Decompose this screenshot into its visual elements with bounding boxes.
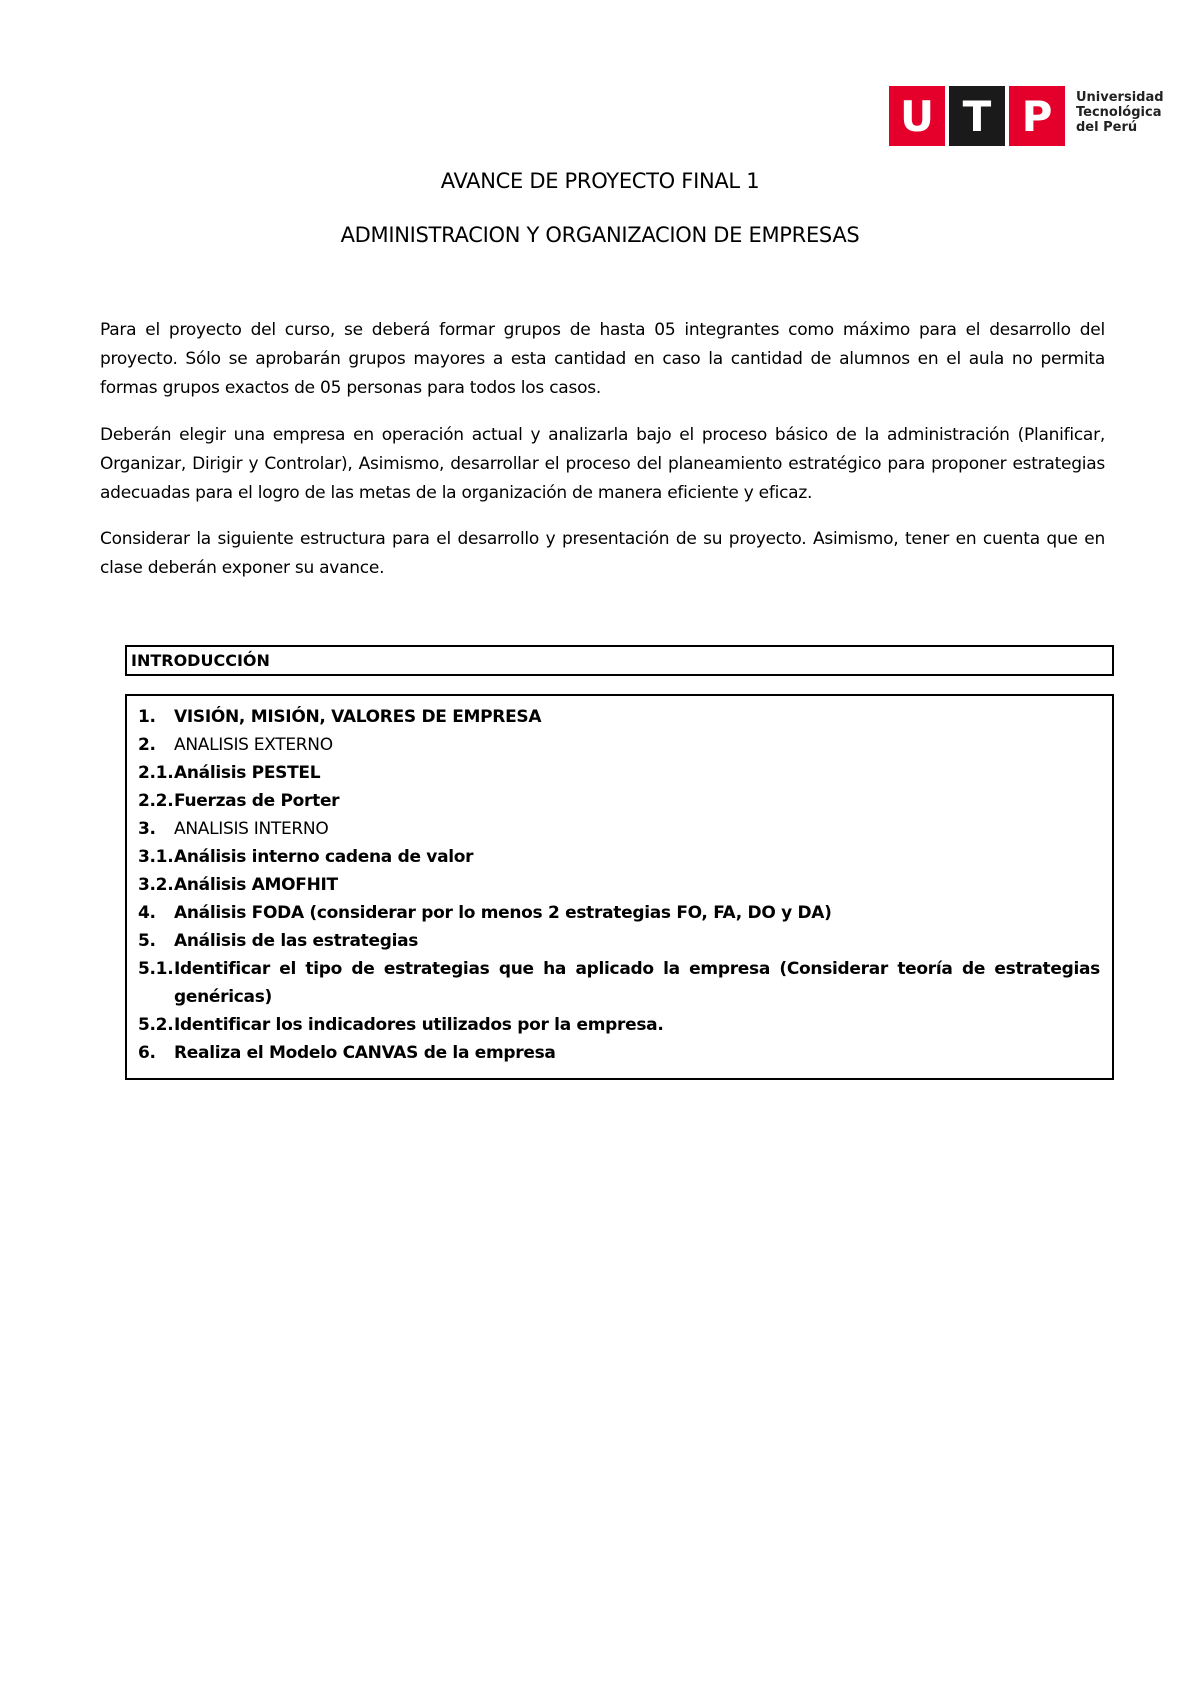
item-text: Análisis AMOFHIT (174, 875, 338, 895)
item-text: VISIÓN, MISIÓN, VALORES DE EMPRESA (174, 707, 542, 727)
item-text: ANALISIS INTERNO (174, 819, 329, 839)
list-item (138, 927, 1100, 955)
item-number: 3. (138, 819, 156, 839)
item-number: 2.2. (138, 791, 174, 811)
item-number: 4. (138, 903, 156, 923)
item-text: Identificar el tipo de estrategias que ha aplicado la empresa (Considerar teoría de estrategias genéricas) (174, 959, 1100, 1007)
item-number: 5.1. (138, 959, 174, 979)
utp-logo-mark (889, 86, 1065, 146)
item-text: Análisis PESTEL (174, 763, 321, 783)
item-number: 1. (138, 707, 156, 727)
utp-logo (889, 86, 1169, 146)
course-title: ADMINISTRACION Y ORGANIZACION DE EMPRESAS (340, 223, 860, 247)
item-text: Análisis FODA (considerar por lo menos 2 estrategias FO, FA, DO y DA) (174, 903, 832, 923)
item-number: 6. (138, 1043, 156, 1063)
item-number: 2. (138, 735, 156, 755)
list-item (138, 815, 1100, 843)
item-number: 3.2. (138, 875, 174, 895)
item-text: Identificar los indicadores utilizados por la empresa. (174, 1015, 664, 1035)
document-title: AVANCE DE PROYECTO FINAL 1 (440, 169, 760, 193)
item-text: Realiza el Modelo CANVAS de la empresa (174, 1043, 556, 1063)
paragraph-structure: Considerar la siguiente estructura para el desarrollo y presentación de su proyecto. Asimismo, tener en cuenta que en clase deberán exponer su avance. (100, 529, 1105, 578)
item-number: 3.1. (138, 847, 174, 867)
list-item (138, 1011, 1100, 1039)
list-item (138, 843, 1100, 871)
list-item (138, 787, 1100, 815)
logo-text-line: Universidad (1076, 90, 1164, 105)
structure-list (125, 694, 1114, 1080)
paragraph-groups: Para el proyecto del curso, se deberá formar grupos de hasta 05 integrantes como máximo para el desarrollo del proyecto. Sólo se aprobarán grupos mayores a esta cantidad en caso la cantidad de alumnos en el aula no permita formas grupos exactos de 05 personas para todos los casos. (100, 320, 1105, 398)
item-text: Fuerzas de Porter (174, 791, 340, 811)
introduction-label: INTRODUCCIÓN (131, 651, 270, 670)
list-item (138, 731, 1100, 759)
list-item (138, 899, 1100, 927)
logo-letter-u: U (889, 86, 945, 146)
item-number: 2.1. (138, 763, 174, 783)
logo-text-line: Tecnológica (1076, 105, 1162, 120)
list-item (138, 759, 1100, 787)
paragraph-company: Deberán elegir una empresa en operación actual y analizarla bajo el proceso básico de la administración (Planificar, Organizar, Dirigir y Controlar), Asimismo, desarrollar el proceso del planeamiento estratégico para proponer estrategias adecuadas para el logro de las metas de la organización de manera eficiente y eficaz. (100, 425, 1105, 503)
logo-text-line: del Perú (1076, 120, 1138, 135)
introduction-box (125, 645, 1114, 676)
item-text: Análisis interno cadena de valor (174, 847, 474, 867)
item-text: Análisis de las estrategias (174, 931, 419, 951)
item-text: ANALISIS EXTERNO (174, 735, 333, 755)
logo-letter-t: T (949, 86, 1005, 146)
list-item (138, 1039, 1100, 1067)
list-item (138, 871, 1100, 899)
list-item (138, 703, 1100, 731)
item-number: 5.2. (138, 1015, 174, 1035)
logo-university-name (1076, 90, 1166, 135)
list-item (138, 955, 1100, 1011)
logo-letter-p: P (1009, 86, 1065, 146)
item-number: 5. (138, 931, 156, 951)
